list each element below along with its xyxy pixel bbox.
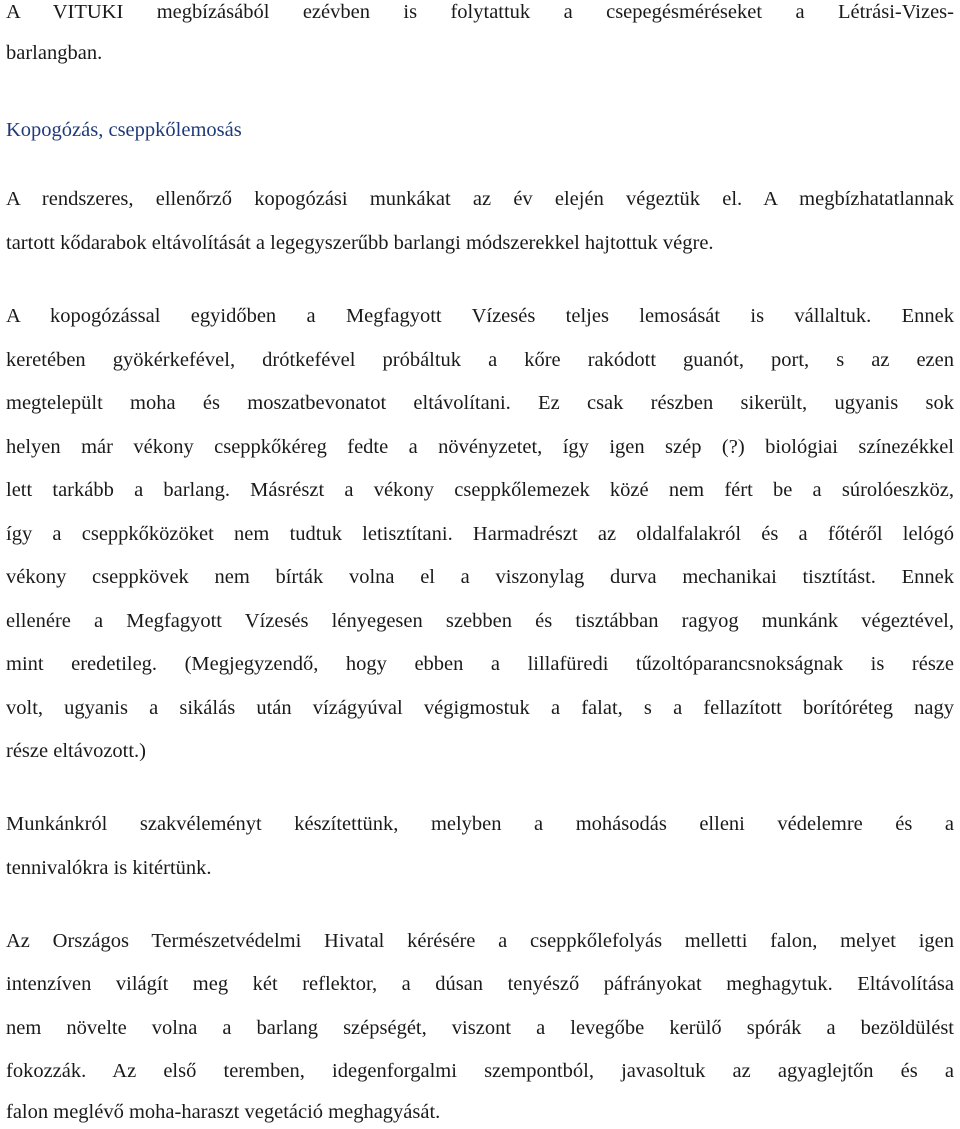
paragraph-3-line-5: lett tarkább a barlang. Másrészt a vékony cseppkőlemezek közé nem fért be a súrolóeszköz, — [6, 479, 954, 501]
paragraph-3-line-11: része eltávozott.) — [6, 740, 147, 762]
paragraph-2-line-1: A rendszeres, ellenőrző kopogózási munkákat az év elején végeztük el. A megbízhatatlannak — [6, 188, 954, 210]
paragraph-1-line-2: barlangban. — [6, 42, 103, 64]
paragraph-3-line-3: megtelepült moha és moszatbevonatot eltávolítani. Ez csak részben sikerült, ugyanis sok — [6, 392, 954, 414]
paragraph-4-line-1: Munkánkról szakvéleményt készítettünk, melyben a mohásodás elleni védelemre és a — [6, 813, 954, 835]
paragraph-3-line-4: helyen már vékony cseppkőkéreg fedte a növényzetet, így igen szép (?) biológiai színezékkel — [6, 436, 954, 458]
paragraph-3-line-7: vékony cseppkövek nem bírták volna el a viszonylag durva mechanikai tisztítást. Ennek — [6, 566, 954, 588]
paragraph-5-line-3: nem növelte volna a barlang szépségét, viszont a levegőbe kerülő spórák a bezöldülést — [6, 1017, 954, 1039]
paragraph-5-line-4: fokozzák. Az első teremben, idegenforgalmi szempontból, javasoltuk az agyaglejtőn és a — [6, 1060, 954, 1082]
paragraph-1-line-1: A VITUKI megbízásából ezévben is folytattuk a csepegésméréseket a Létrási-Vizes- — [6, 1, 954, 23]
paragraph-3-line-2: keretében gyökérkefével, drótkefével próbáltuk a kőre rakódott guanót, port, s az ezen — [6, 349, 954, 371]
section-heading: Kopogózás, cseppkőlemosás — [6, 119, 242, 141]
paragraph-5-line-2: intenzíven világít meg két reflektor, a dúsan tenyésző páfrányokat meghagytuk. Eltávolítása — [6, 973, 954, 995]
paragraph-3-line-1: A kopogózással egyidőben a Megfagyott Vízesés teljes lemosását is vállaltuk. Ennek — [6, 305, 954, 327]
paragraph-5-line-1: Az Országos Természetvédelmi Hivatal kérésére a cseppkőlefolyás melletti falon, melyet igen — [6, 930, 954, 952]
paragraph-3-line-10: volt, ugyanis a sikálás után vízágyúval végigmostuk a falat, s a fellazított borítóréteg nagy — [6, 697, 954, 719]
paragraph-4-line-2: tennivalókra is kitértünk. — [6, 857, 212, 879]
paragraph-3-line-9: mint eredetileg. (Megjegyzendő, hogy ebben a lillafüredi tűzoltóparancsnokságnak is része — [6, 653, 954, 675]
paragraph-5-line-5: falon meglévő moha-haraszt vegetáció meghagyását. — [6, 1101, 441, 1123]
paragraph-3-line-6: így a cseppkőközöket nem tudtuk letisztítani. Harmadrészt az oldalfalakról és a főtéről lelógó — [6, 523, 954, 545]
paragraph-2-line-2: tartott kődarabok eltávolítását a legegyszerűbb barlangi módszerekkel hajtottuk végre. — [6, 232, 714, 254]
paragraph-3-line-8: ellenére a Megfagyott Vízesés lényegesen szebben és tisztábban ragyog munkánk végeztével, — [6, 610, 954, 632]
